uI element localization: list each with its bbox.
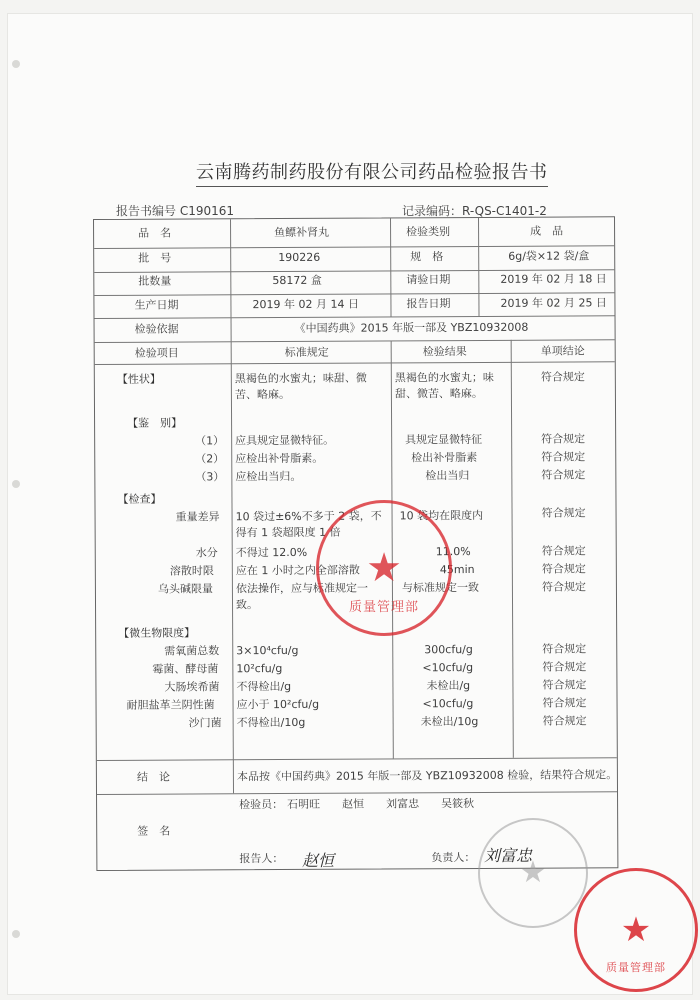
report-title: 云南腾药制药股份有限公司药品检验报告书 [196,158,548,187]
microbial-conclusion: 符合规定 [542,678,587,692]
report-number: 报告书编号 C190161 [116,204,235,218]
inspection-section: 【检查】 [117,492,162,506]
test-type-label: 检验类别 [406,225,451,239]
reporter-label: 报告人： [239,852,284,866]
identification-section: 【鉴 别】 [127,416,183,430]
microbial-result: 300cfu/g [424,643,473,657]
microbial-label: 沙门菌 [188,716,222,730]
microbial-label: 霉菌、酵母菌 [152,662,219,676]
production-date-label: 生产日期 [134,298,179,312]
quantity-label: 批数量 [138,274,172,288]
identification-conclusion: 符合规定 [541,450,586,464]
weight-conclusion: 符合规定 [541,506,586,520]
header-item: 检验项目 [134,346,179,360]
identification-conclusion: 符合规定 [541,432,586,446]
character-result: 黑褐色的水蜜丸；味甜、微苦、略麻。 [394,370,494,401]
identification-standard: 应具规定显微特征。 [235,433,335,448]
moisture-standard: 不得过 12.0% [235,545,308,560]
aconitine-conclusion: 符合规定 [541,580,586,594]
seal-star-icon: ★ [366,545,402,591]
header-conclusion: 单项结论 [540,344,585,358]
disintegration-label: 溶散时限 [169,564,214,578]
aconitine-result: 与标准规定一致 [401,580,479,595]
batch-value: 190226 [278,250,321,265]
record-code: 记录编码：R-QS-C1401-2 [402,204,547,218]
weight-label: 重量差异 [175,510,220,524]
batch-label: 批 号 [138,251,172,265]
header-result: 检验结果 [422,345,467,359]
identification-no: （2） [195,452,225,466]
spec-value: 6g/袋×12 袋/盒 [508,249,590,263]
microbial-standard: 3×10⁴cfu/g [236,643,299,658]
microbial-result: 未检出/10g [420,714,479,729]
character-conclusion: 符合规定 [540,370,585,384]
report-date-value: 2019 年 02 月 25 日 [500,296,607,310]
disintegration-standard: 应在 1 小时之内全部溶散 [235,563,360,578]
character-standard: 黑褐色的水蜜丸；味甜、微苦、略麻。 [234,371,367,402]
microbial-standard: 应小于 10²cfu/g [236,697,320,712]
product-label: 品 名 [138,226,172,240]
microbial-result: 未检出/g [426,679,471,693]
request-date-value: 2019 年 02 月 18 日 [500,272,607,286]
identification-no: （3） [195,470,225,484]
responsible-signature: 刘富忠 [484,846,533,865]
disintegration-result: 45min [439,563,475,577]
identification-standard: 应检出当归。 [235,469,302,484]
disintegration-conclusion: 符合规定 [541,562,586,576]
request-date-label: 请验日期 [406,273,451,287]
aconitine-label: 乌头碱限量 [157,582,213,596]
inspectors-label: 检验员： [239,798,284,812]
inspectors-names: 石明旺 赵恒 刘富忠 吴筱秋 [287,797,475,811]
product-value: 鱼鳔补肾丸 [274,225,330,240]
conclusion-label: 结 论 [136,770,170,784]
seal-star-icon: ★ [519,855,547,890]
character-section: 【性状】 [116,372,161,386]
basis-value: 《中国药典》2015 年版一部及 YBZ10932008 [294,320,529,335]
spec-label: 规 格 [410,250,444,264]
seal-text: 质量管理部 [606,961,666,974]
production-date-value: 2019 年 02 月 14 日 [252,297,359,312]
report-date-label: 报告日期 [406,297,451,311]
microbial-conclusion: 符合规定 [542,642,587,656]
basis-label: 检验依据 [134,322,179,336]
moisture-result: 11.0% [435,545,471,559]
header-standard: 标准规定 [284,345,329,359]
microbial-conclusion: 符合规定 [542,660,587,674]
quality-seal [316,500,452,636]
microbial-standard: 不得检出/10g [236,715,306,730]
microbial-label: 大肠埃希菌 [164,680,220,694]
microbial-result: <10cfu/g [422,697,474,711]
moisture-label: 水分 [195,546,218,560]
microbial-conclusion: 符合规定 [542,696,587,710]
reporter-signature: 赵恒 [302,851,335,870]
identification-result: 具规定显微特征 [405,432,483,447]
microbial-conclusion: 符合规定 [542,714,587,728]
microbial-standard: 不得检出/g [236,679,292,694]
microbial-standard: 10²cfu/g [236,662,283,676]
company-seal [574,868,698,992]
microbial-label: 需氧菌总数 [164,644,220,658]
microbial-section: 【微生物限度】 [118,626,196,640]
identification-no: （1） [195,434,225,448]
test-type-value: 成 品 [530,224,564,238]
identification-result: 检出补骨脂素 [411,450,478,465]
faded-seal [478,818,588,928]
weight-result: 10 袋均在限度内 [399,508,484,523]
conclusion-value: 本品按《中国药典》2015 年版一部及 YBZ10932008 检验，结果符合规定。 [236,768,618,784]
moisture-conclusion: 符合规定 [541,544,586,558]
identification-conclusion: 符合规定 [541,468,586,482]
signature-label: 签 名 [137,824,171,838]
microbial-label: 耐胆盐革兰阴性菌 [126,698,215,712]
seal-star-icon: ★ [620,910,652,950]
identification-result: 检出当归 [425,469,470,483]
seal-text: 质量管理部 [348,600,419,615]
microbial-result: <10cfu/g [422,661,474,675]
responsible-label: 负责人： [431,851,476,865]
quantity-value: 58172 盒 [272,273,322,288]
aconitine-standard: 依法操作，应与标准规定一致。 [235,581,368,612]
weight-standard: 10 袋过±6%不多于 2 袋，不得有 1 袋超限度 1 倍 [235,509,382,540]
identification-standard: 应检出补骨脂素。 [235,451,324,466]
